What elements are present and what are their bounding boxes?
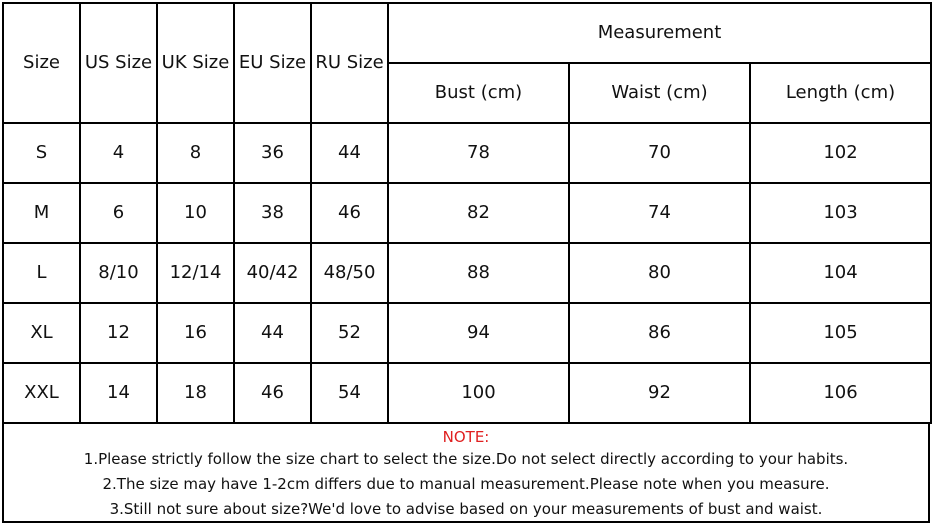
header-eu-size: EU Size [234,3,311,123]
cell-waist: 92 [569,363,750,423]
cell-waist: 80 [569,243,750,303]
cell-size: XXL [3,363,80,423]
cell-ru: 44 [311,123,388,183]
cell-uk: 18 [157,363,234,423]
table-row [3,363,931,423]
cell-eu: 38 [234,183,311,243]
cell-uk: 8 [157,123,234,183]
cell-uk: 12/14 [157,243,234,303]
header-length: Length (cm) [750,63,931,123]
cell-size: S [3,123,80,183]
table-row [3,243,931,303]
header-size: Size [3,3,80,123]
cell-bust: 100 [388,363,569,423]
cell-length: 105 [750,303,931,363]
cell-ru: 54 [311,363,388,423]
cell-ru: 46 [311,183,388,243]
header-bust: Bust (cm) [388,63,569,123]
header-measurement: Measurement [388,3,931,63]
cell-bust: 88 [388,243,569,303]
cell-us: 8/10 [80,243,157,303]
table-row [3,123,931,183]
note-line-2: 2.The size may have 1-2cm differs due to manual measurement.Please note when you measure. [102,475,830,493]
note-line-1: 1.Please strictly follow the size chart to select the size.Do not select directly according to your habits. [83,450,849,468]
cell-ru: 48/50 [311,243,388,303]
cell-length: 103 [750,183,931,243]
cell-length: 106 [750,363,931,423]
cell-waist: 74 [569,183,750,243]
table-row [3,303,931,363]
cell-size: L [3,243,80,303]
note-box [2,424,930,523]
cell-bust: 82 [388,183,569,243]
cell-us: 6 [80,183,157,243]
cell-eu: 40/42 [234,243,311,303]
size-chart-table [2,2,932,424]
cell-eu: 36 [234,123,311,183]
cell-bust: 78 [388,123,569,183]
cell-bust: 94 [388,303,569,363]
cell-waist: 86 [569,303,750,363]
cell-eu: 46 [234,363,311,423]
cell-length: 102 [750,123,931,183]
cell-size: XL [3,303,80,363]
note-line-3: 3.Still not sure about size?We'd love to advise based on your measurements of bust and waist. [109,500,823,518]
cell-length: 104 [750,243,931,303]
header-uk-size: UK Size [157,3,234,123]
cell-waist: 70 [569,123,750,183]
header-waist: Waist (cm) [569,63,750,123]
table-row [3,183,931,243]
header-us-size: US Size [80,3,157,123]
cell-size: M [3,183,80,243]
cell-us: 4 [80,123,157,183]
header-ru-size: RU Size [311,3,388,123]
note-title: NOTE: [442,428,490,446]
cell-uk: 10 [157,183,234,243]
cell-us: 12 [80,303,157,363]
cell-uk: 16 [157,303,234,363]
cell-us: 14 [80,363,157,423]
cell-eu: 44 [234,303,311,363]
cell-ru: 52 [311,303,388,363]
